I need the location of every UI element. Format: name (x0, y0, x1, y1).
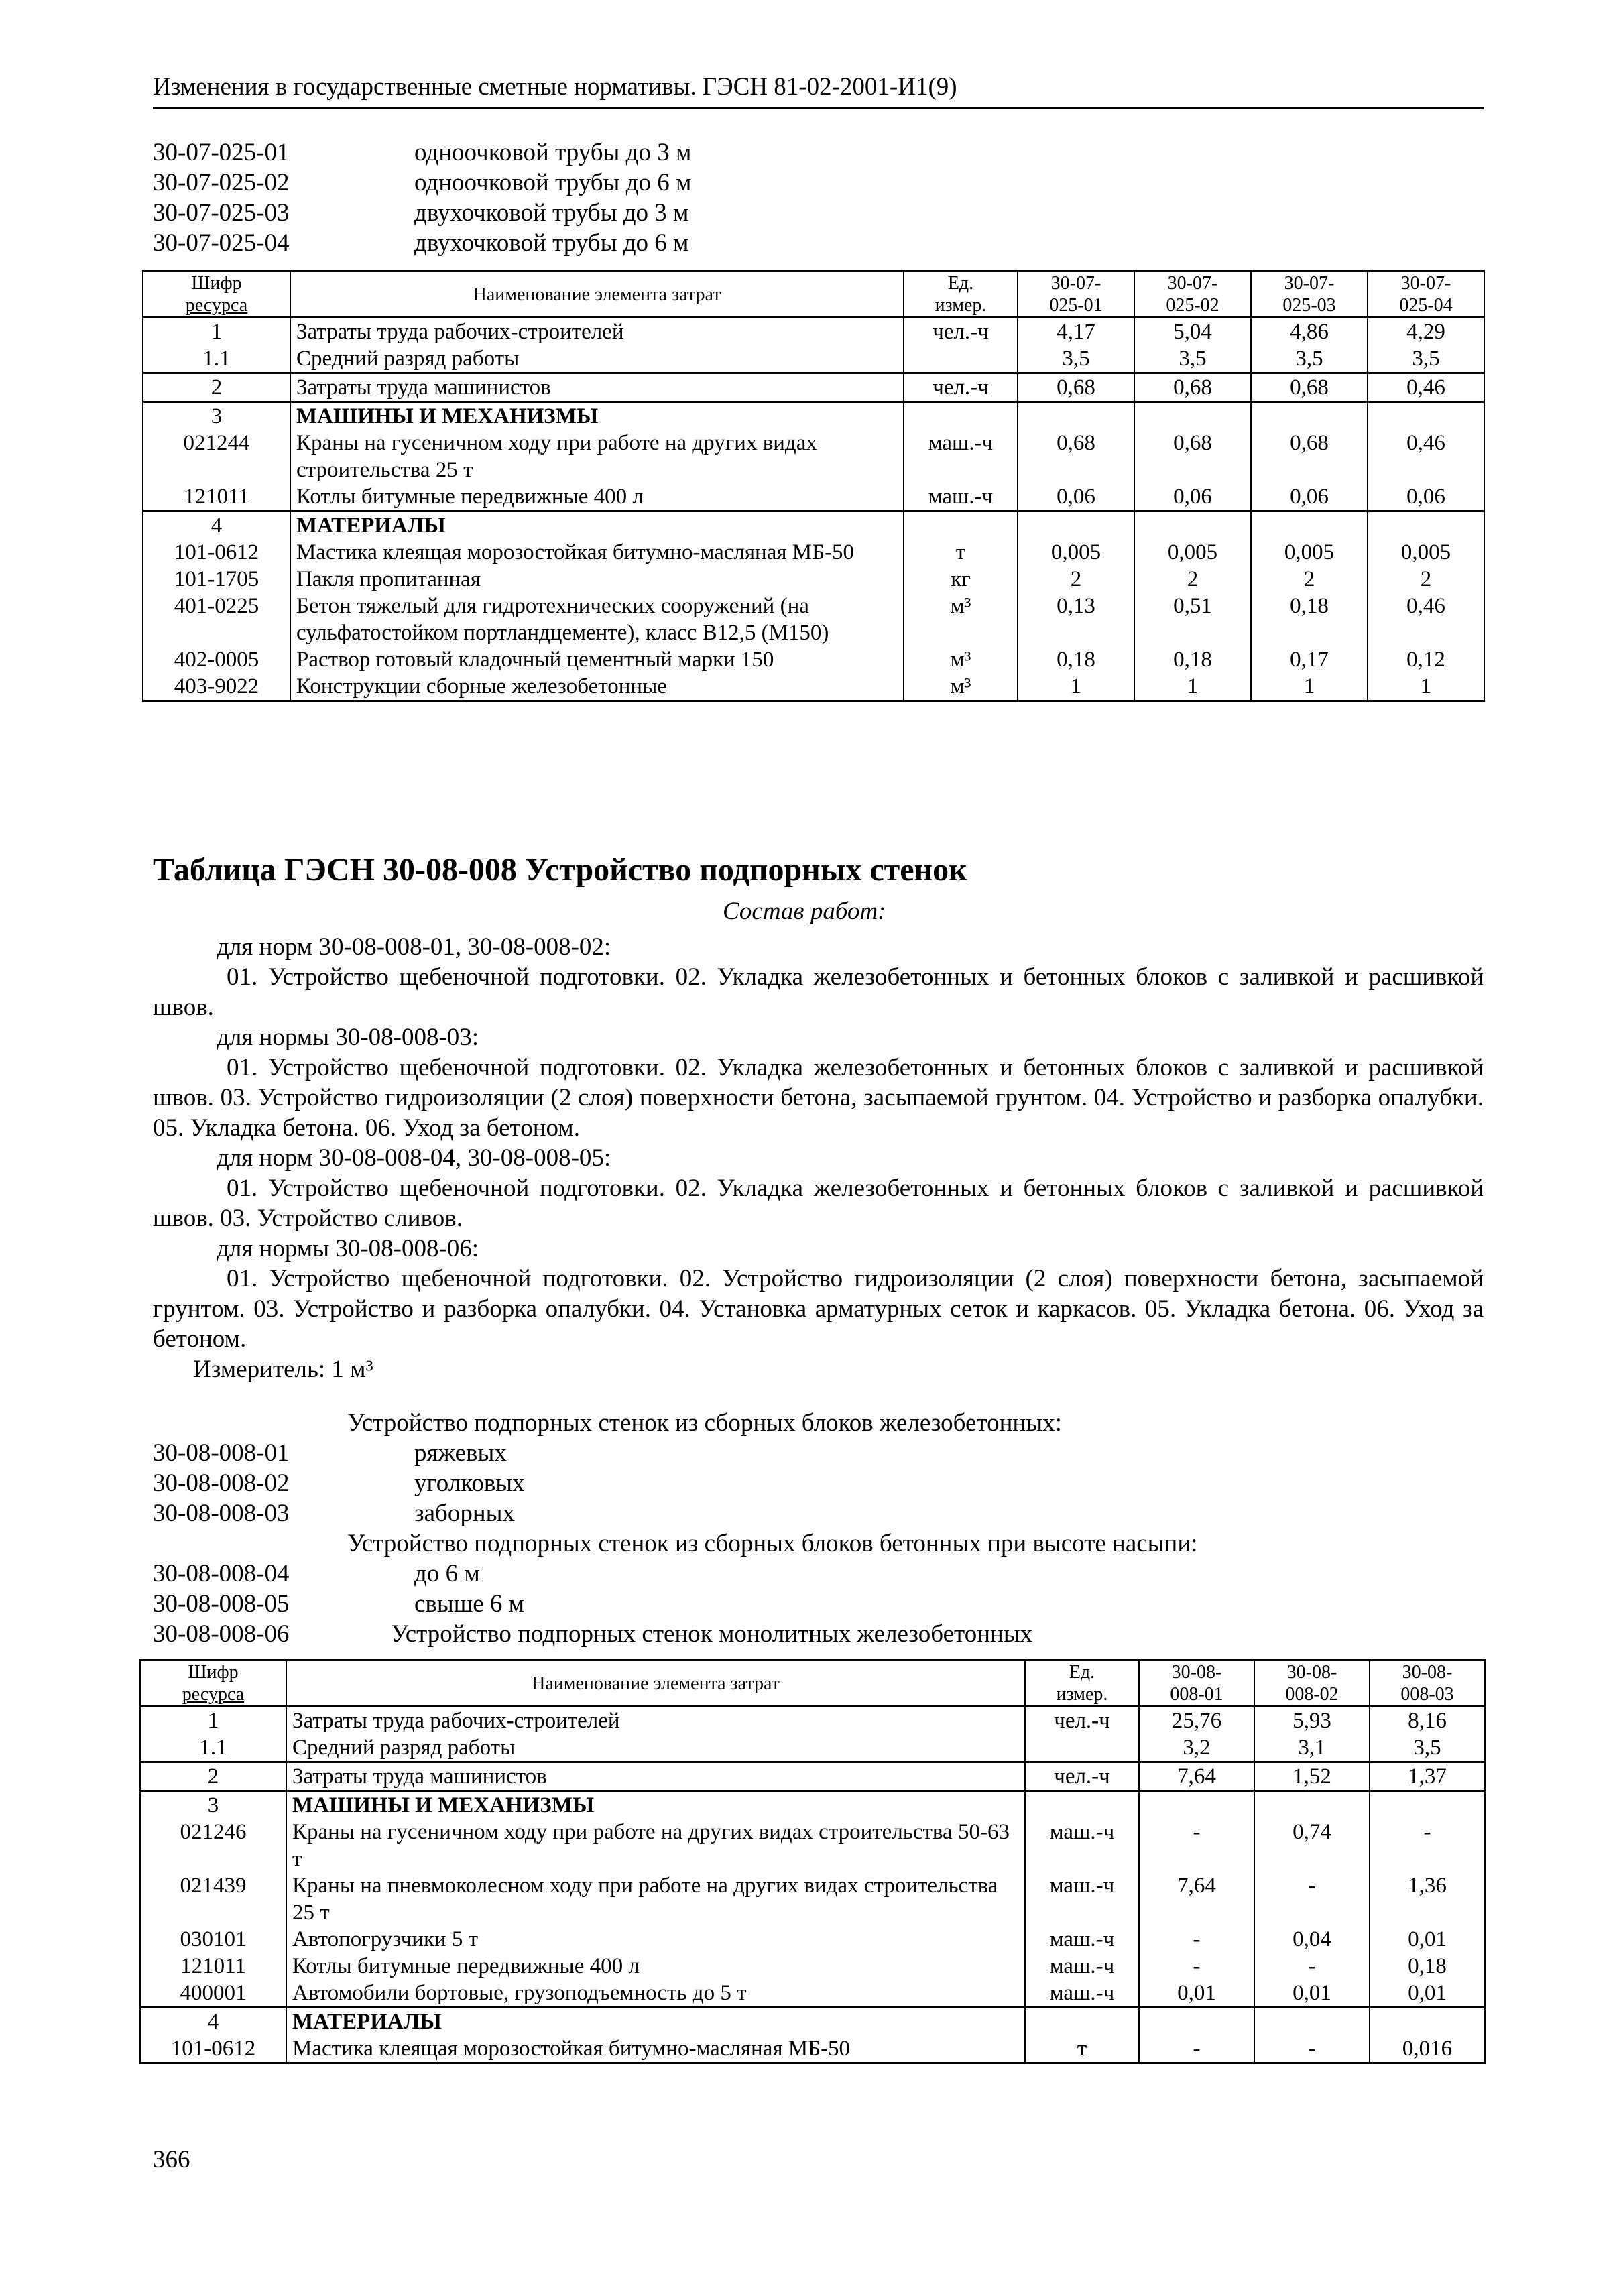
norm-code: 30-08-008-06 (153, 1620, 290, 1648)
cell-name: Мастика клеящая морозостойкая битумно-масляная МБ-50 (290, 539, 904, 566)
cell-value: 2 (1018, 566, 1134, 593)
norm-code: 30-07-025-04 (153, 229, 290, 257)
cell-unit: маш.-ч (1025, 1819, 1139, 1872)
cell-value: 2 (1134, 566, 1251, 593)
cell-unit: м³ (904, 593, 1018, 646)
header-unit: Ед. измер. (1025, 1660, 1139, 1707)
work-composition-label: Состав работ: (723, 898, 886, 925)
cell-name: Мастика клеящая морозостойкая битумно-масляная МБ-50 (286, 2035, 1025, 2063)
cell-value: 3,5 (1018, 345, 1134, 373)
table-row (140, 1707, 1485, 1735)
cell-unit (1025, 1791, 1139, 1819)
cell-code: 030101 (140, 1926, 286, 1953)
cell-name: Пакля пропитанная (290, 566, 904, 593)
table-row (140, 1791, 1485, 1819)
norm-desc: уголковых (414, 1469, 525, 1497)
cell-value: 0,005 (1368, 539, 1484, 566)
norm-desc: ряжевых (414, 1439, 507, 1467)
table-row (140, 1762, 1485, 1791)
cell-value (1139, 1791, 1254, 1819)
norm-code: 30-07-025-03 (153, 199, 290, 227)
cell-value (1254, 1791, 1370, 1819)
header-code: Шифр ресурса (143, 271, 290, 318)
cell-value: 0,06 (1018, 483, 1134, 511)
cell-value: 0,46 (1368, 593, 1484, 646)
cell-value: 0,68 (1018, 373, 1134, 402)
cell-value: 0,01 (1370, 1926, 1485, 1953)
table-row (143, 318, 1484, 346)
cell-value: 0,68 (1134, 430, 1251, 483)
cell-code: 402-0005 (143, 646, 290, 673)
cell-name: Автопогрузчики 5 т (286, 1926, 1025, 1953)
table-row (140, 1872, 1485, 1926)
cell-value: 3,5 (1368, 345, 1484, 373)
cell-value: 0,18 (1251, 593, 1368, 646)
cell-name: Котлы битумные передвижные 400 л (286, 1953, 1025, 1980)
cell-value: 0,13 (1018, 593, 1134, 646)
cell-value: 0,17 (1251, 646, 1368, 673)
cell-unit (904, 345, 1018, 373)
cell-value (1134, 511, 1251, 540)
section-title: Таблица ГЭСН 30-08-008 Устройство подпорных стенок (153, 852, 967, 888)
group-heading: Устройство подпорных стенок из сборных блоков железобетонных: (347, 1409, 1062, 1437)
cell-value (1370, 2008, 1485, 2036)
cell-code: 101-0612 (143, 539, 290, 566)
cell-value: 0,12 (1368, 646, 1484, 673)
cell-unit: маш.-ч (904, 483, 1018, 511)
cell-unit: м³ (904, 646, 1018, 673)
cell-name: Затраты труда машинистов (286, 1762, 1025, 1791)
cell-code: 3 (143, 402, 290, 430)
cell-unit: чел.-ч (904, 373, 1018, 402)
cell-code: 1.1 (143, 345, 290, 373)
norm-desc: свыше 6 м (414, 1590, 525, 1618)
table-row (140, 1926, 1485, 1953)
header-name: Наименование элемента затрат (290, 271, 904, 318)
cell-value: 25,76 (1139, 1707, 1254, 1735)
header-col: 30-07- 025-01 (1018, 271, 1134, 318)
cell-value: 0,005 (1018, 539, 1134, 566)
cell-unit: т (904, 539, 1018, 566)
cell-unit: чел.-ч (1025, 1707, 1139, 1735)
cell-value: 0,18 (1018, 646, 1134, 673)
header-col: 30-08- 008-02 (1254, 1660, 1370, 1707)
header-name: Наименование элемента затрат (286, 1660, 1025, 1707)
cell-unit (904, 402, 1018, 430)
cell-value: 0,016 (1370, 2035, 1485, 2063)
cell-value: 0,01 (1254, 1980, 1370, 2008)
cell-value (1251, 402, 1368, 430)
resource-table-2 (139, 1659, 1486, 2064)
header-col: 30-07- 025-04 (1368, 271, 1484, 318)
norm-desc: двухочковой трубы до 3 м (414, 199, 689, 227)
norm-desc: одноочковой трубы до 6 м (414, 169, 692, 196)
table-row (143, 430, 1484, 483)
cell-code: 400001 (140, 1980, 286, 2008)
norm-code: 30-07-025-02 (153, 169, 290, 196)
cell-unit: маш.-ч (1025, 1926, 1139, 1953)
cell-unit: м³ (904, 673, 1018, 701)
cell-unit: кг (904, 566, 1018, 593)
cell-value: - (1139, 1819, 1254, 1872)
cell-code: 2 (143, 373, 290, 402)
cell-value: 0,18 (1370, 1953, 1485, 1980)
norm-code: 30-08-008-04 (153, 1560, 290, 1587)
table-row (140, 2035, 1485, 2063)
cell-value (1368, 511, 1484, 540)
header-code: Шифр ресурса (140, 1660, 286, 1707)
cell-value: 5,93 (1254, 1707, 1370, 1735)
table-row (143, 646, 1484, 673)
work-paragraph: 01. Устройство щебеночной подготовки. 02. Укладка железобетонных и бетонных блоков с заливкой и расшивкой швов. (153, 963, 1484, 1021)
cell-value: - (1254, 1872, 1370, 1926)
cell-value: - (1254, 2035, 1370, 2063)
header-col: 30-07- 025-03 (1251, 271, 1368, 318)
cell-unit: маш.-ч (904, 430, 1018, 483)
cell-value: 0,06 (1368, 483, 1484, 511)
cell-value (1370, 1791, 1485, 1819)
page-header: Изменения в государственные сметные нормативы. ГЭСН 81-02-2001-И1(9) (153, 67, 1484, 109)
norm-desc: одноочковой трубы до 3 м (414, 139, 692, 166)
table-row (143, 539, 1484, 566)
cell-code: 021439 (140, 1872, 286, 1926)
table-row (143, 673, 1484, 701)
cell-code: 1.1 (140, 1734, 286, 1762)
cell-value: 2 (1368, 566, 1484, 593)
cell-name: Затраты труда машинистов (290, 373, 904, 402)
table-header-row (143, 271, 1484, 318)
cell-name: Средний разряд работы (286, 1734, 1025, 1762)
cell-value: 1 (1134, 673, 1251, 701)
table-row (143, 402, 1484, 430)
cell-value: 1,37 (1370, 1762, 1485, 1791)
cell-value: 0,005 (1134, 539, 1251, 566)
header-col: 30-08- 008-01 (1139, 1660, 1254, 1707)
code-row (153, 228, 691, 258)
cell-value (1251, 511, 1368, 540)
norm-desc: двухочковой трубы до 6 м (414, 229, 689, 257)
cell-value (1139, 2008, 1254, 2036)
cell-name: Котлы битумные передвижные 400 л (290, 483, 904, 511)
cell-code: 3 (140, 1791, 286, 1819)
cell-value: 0,68 (1251, 430, 1368, 483)
table-row (143, 511, 1484, 540)
work-paragraph: 01. Устройство щебеночной подготовки. 02. Укладка железобетонных и бетонных блоков с заливкой и расшивкой швов. 03. Устройство сливов. (153, 1174, 1484, 1232)
norm-desc: до 6 м (414, 1560, 480, 1587)
cell-value: 0,04 (1254, 1926, 1370, 1953)
cell-value: 0,01 (1139, 1980, 1254, 2008)
cell-value: 0,51 (1134, 593, 1251, 646)
cell-name: МАШИНЫ И МЕХАНИЗМЫ (290, 402, 904, 430)
work-description (153, 932, 1484, 1384)
cell-value: 0,46 (1368, 373, 1484, 402)
work-label: для нормы 30-08-008-03: (217, 1024, 479, 1051)
cell-name: Бетон тяжелый для гидротехнических сооружений (на сульфатостойком портландцементе), класс В12,5 (М150) (290, 593, 904, 646)
cell-code: 1 (140, 1707, 286, 1735)
cell-code: 403-9022 (143, 673, 290, 701)
norm-code: 30-08-008-05 (153, 1590, 290, 1618)
header-unit: Ед. измер. (904, 271, 1018, 318)
code-row (153, 168, 691, 198)
table-row (140, 1953, 1485, 1980)
cell-value: 4,86 (1251, 318, 1368, 346)
cell-value: 0,46 (1368, 430, 1484, 483)
table-row (143, 373, 1484, 402)
cell-value: 0,18 (1134, 646, 1251, 673)
cell-value (1018, 511, 1134, 540)
table-row (143, 345, 1484, 373)
cell-value: 5,04 (1134, 318, 1251, 346)
table-row (143, 483, 1484, 511)
cell-value: 0,06 (1251, 483, 1368, 511)
cell-unit: маш.-ч (1025, 1980, 1139, 2008)
resource-table-1 (142, 270, 1485, 702)
cell-value: 7,64 (1139, 1762, 1254, 1791)
cell-code: 121011 (140, 1953, 286, 1980)
cell-name: МАШИНЫ И МЕХАНИЗМЫ (286, 1791, 1025, 1819)
work-paragraph: 01. Устройство щебеночной подготовки. 02. Укладка железобетонных и бетонных блоков с заливкой и расшивкой швов. 03. Устройство гидроизоляции (2 слоя) поверхности бетона, засыпаемой грунтом. 04. Устройство и разборка опалубки. 05. Укладка бетона. 06. Уход за бетоном. (153, 1054, 1484, 1142)
cell-unit: чел.-ч (1025, 1762, 1139, 1791)
cell-value: 7,64 (1139, 1872, 1254, 1926)
cell-code: 4 (140, 2008, 286, 2036)
cell-code: 121011 (143, 483, 290, 511)
cell-name: МАТЕРИАЛЫ (290, 511, 904, 540)
cell-code: 021244 (143, 430, 290, 483)
cell-name: Автомобили бортовые, грузоподъемность до 5 т (286, 1980, 1025, 2008)
cell-value: 1 (1018, 673, 1134, 701)
table-header-row (140, 1660, 1485, 1707)
norm-desc: заборных (414, 1500, 516, 1527)
cell-value: 3,5 (1370, 1734, 1485, 1762)
norm-code: 30-08-008-03 (153, 1500, 290, 1527)
cell-code: 401-0225 (143, 593, 290, 646)
work-label: для нормы 30-08-008-06: (217, 1235, 479, 1262)
norm-desc: Устройство подпорных стенок монолитных железобетонных (391, 1620, 1033, 1648)
code-row (153, 137, 691, 168)
cell-name: Конструкции сборные железобетонные (290, 673, 904, 701)
cell-value: 0,68 (1251, 373, 1368, 402)
cell-code: 1 (143, 318, 290, 346)
table-row (143, 566, 1484, 593)
header-col: 30-08- 008-03 (1370, 1660, 1485, 1707)
cell-value (1254, 2008, 1370, 2036)
cell-name: Затраты труда рабочих-строителей (286, 1707, 1025, 1735)
header-col: 30-07- 025-02 (1134, 271, 1251, 318)
cell-value: 0,74 (1254, 1819, 1370, 1872)
table-row (143, 593, 1484, 646)
cell-code: 4 (143, 511, 290, 540)
cell-value: 3,2 (1139, 1734, 1254, 1762)
cell-unit: маш.-ч (1025, 1953, 1139, 1980)
cell-code: 101-0612 (140, 2035, 286, 2063)
cell-value: 1,36 (1370, 1872, 1485, 1926)
cell-value: - (1254, 1953, 1370, 1980)
cell-unit (904, 511, 1018, 540)
cell-unit: чел.-ч (904, 318, 1018, 346)
cell-value: 4,29 (1368, 318, 1484, 346)
cell-name: Раствор готовый кладочный цементный марки 150 (290, 646, 904, 673)
cell-code: 021246 (140, 1819, 286, 1872)
cell-value (1018, 402, 1134, 430)
cell-value: 1 (1368, 673, 1484, 701)
cell-name: Краны на гусеничном ходу при работе на других видах строительства 50-63 т (286, 1819, 1025, 1872)
cell-value: 4,17 (1018, 318, 1134, 346)
cell-code: 101-1705 (143, 566, 290, 593)
group-heading: Устройство подпорных стенок из сборных блоков бетонных при высоте насыпи: (347, 1530, 1198, 1557)
code-row (153, 198, 691, 228)
work-paragraph: 01. Устройство щебеночной подготовки. 02. Устройство гидроизоляции (2 слоя) поверхности бетона, засыпаемой грунтом. 03. Устройство и разборка опалубки. 04. Установка арматурных сеток и каркасов. 05. Укладка бетона. 06. Уход за бетоном. (153, 1265, 1484, 1353)
cell-name: Краны на гусеничном ходу при работе на других видах строительства 25 т (290, 430, 904, 483)
table-row (140, 2008, 1485, 2036)
cell-value: 8,16 (1370, 1707, 1485, 1735)
norm-code: 30-07-025-01 (153, 139, 290, 166)
top-code-list (153, 137, 691, 258)
cell-unit: т (1025, 2035, 1139, 2063)
cell-name: МАТЕРИАЛЫ (286, 2008, 1025, 2036)
cell-value: 3,1 (1254, 1734, 1370, 1762)
cell-name: Средний разряд работы (290, 345, 904, 373)
cell-value: 3,5 (1251, 345, 1368, 373)
cell-value: 3,5 (1134, 345, 1251, 373)
cell-value: 0,005 (1251, 539, 1368, 566)
work-label: для норм 30-08-008-01, 30-08-008-02: (217, 933, 611, 961)
norm-code: 30-08-008-01 (153, 1439, 290, 1467)
cell-value: 0,68 (1134, 373, 1251, 402)
measure-unit: Измеритель: 1 м³ (193, 1355, 373, 1383)
cell-value: - (1139, 1953, 1254, 1980)
norm-code: 30-08-008-02 (153, 1469, 290, 1497)
cell-value: 2 (1251, 566, 1368, 593)
cell-value: 1 (1251, 673, 1368, 701)
cell-code: 2 (140, 1762, 286, 1791)
work-label: для норм 30-08-008-04, 30-08-008-05: (217, 1144, 611, 1172)
cell-value: - (1370, 1819, 1485, 1872)
cell-value: 0,06 (1134, 483, 1251, 511)
cell-value: 1,52 (1254, 1762, 1370, 1791)
cell-unit (1025, 1734, 1139, 1762)
cell-value: 0,68 (1018, 430, 1134, 483)
table-row (140, 1980, 1485, 2008)
page-number: 366 (153, 2146, 190, 2173)
cell-name: Краны на пневмоколесном ходу при работе на других видах строительства 25 т (286, 1872, 1025, 1926)
table-row (140, 1734, 1485, 1762)
cell-value (1134, 402, 1251, 430)
cell-value: - (1139, 1926, 1254, 1953)
cell-value (1368, 402, 1484, 430)
cell-name: Затраты труда рабочих-строителей (290, 318, 904, 346)
cell-unit: маш.-ч (1025, 1872, 1139, 1926)
cell-value: 0,01 (1370, 1980, 1485, 2008)
table-row (140, 1819, 1485, 1872)
cell-value: - (1139, 2035, 1254, 2063)
cell-unit (1025, 2008, 1139, 2036)
